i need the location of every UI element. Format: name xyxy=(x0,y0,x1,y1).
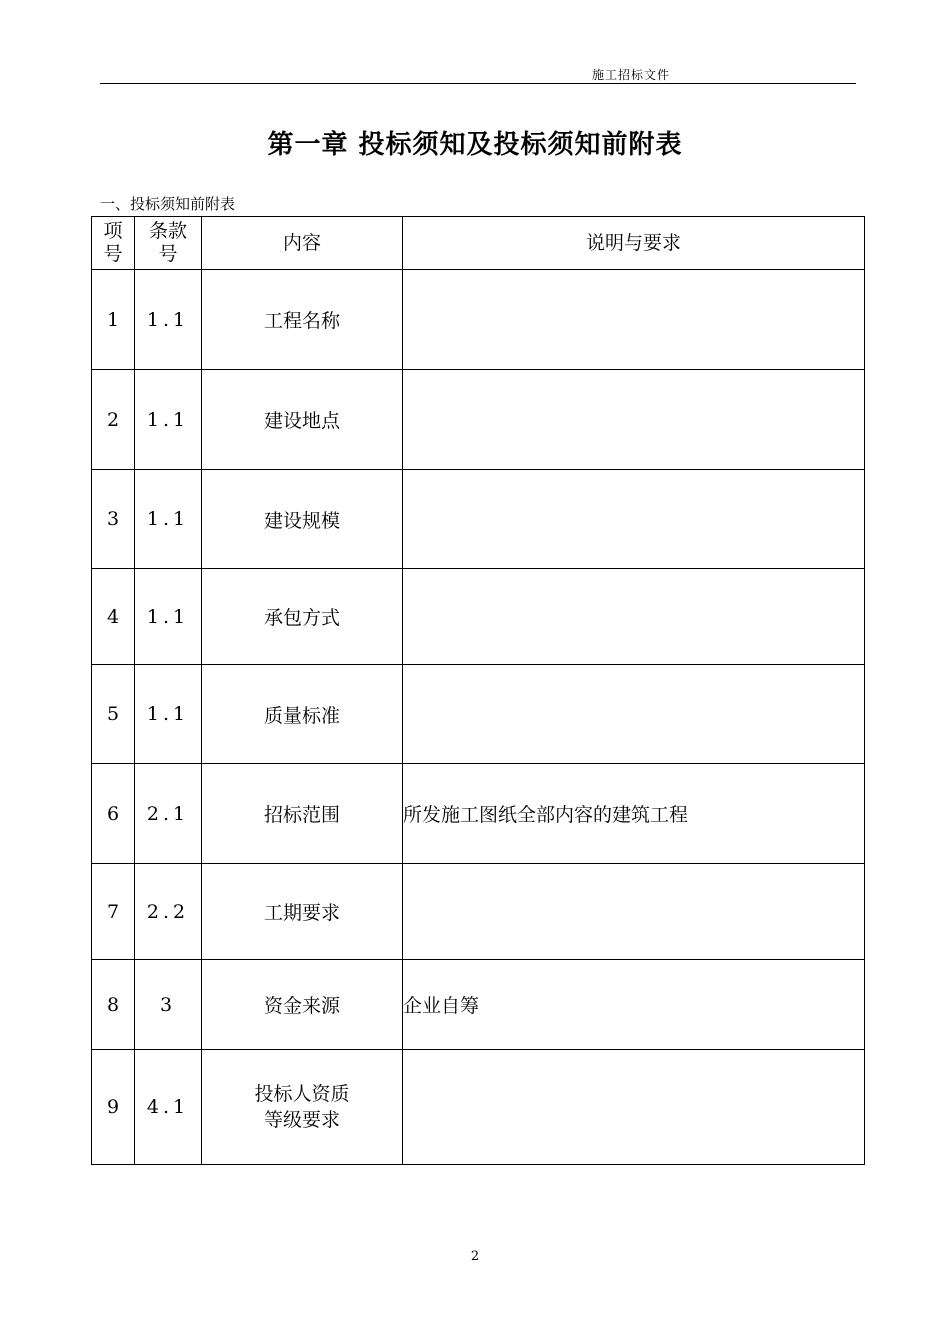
row-index: 8 xyxy=(92,960,135,1050)
row-note: 所发施工图纸全部内容的建筑工程 xyxy=(403,764,865,864)
table-header-row xyxy=(92,217,865,270)
table-row xyxy=(92,370,865,470)
column-header-note: 说明与要求 xyxy=(403,217,865,270)
row-index: 5 xyxy=(92,665,135,764)
row-note: 企业自筹 xyxy=(403,960,865,1050)
section-label: 一、投标须知前附表 xyxy=(100,195,236,213)
row-note xyxy=(403,864,865,960)
row-clause: 1.1 xyxy=(135,470,202,569)
row-clause: 1.1 xyxy=(135,370,202,470)
row-note xyxy=(403,1050,865,1165)
row-clause: 2.2 xyxy=(135,864,202,960)
row-index: 4 xyxy=(92,569,135,665)
table-row xyxy=(92,960,865,1050)
column-header-content: 内容 xyxy=(202,217,403,270)
table-row xyxy=(92,764,865,864)
row-content: 工程名称 xyxy=(202,270,403,370)
row-note xyxy=(403,665,865,764)
bid-appendix-table xyxy=(91,216,865,1165)
running-header: 施工招标文件 xyxy=(592,68,671,82)
table-row xyxy=(92,864,865,960)
table-row xyxy=(92,470,865,569)
row-content: 建设规模 xyxy=(202,470,403,569)
row-content: 质量标准 xyxy=(202,665,403,764)
row-content xyxy=(202,1050,403,1165)
row-index: 7 xyxy=(92,864,135,960)
row-note xyxy=(403,270,865,370)
row-content: 建设地点 xyxy=(202,370,403,470)
column-header-index-label: 项号 xyxy=(103,220,123,265)
row-index: 1 xyxy=(92,270,135,370)
row-content: 招标范围 xyxy=(202,764,403,864)
row-index: 3 xyxy=(92,470,135,569)
row-note xyxy=(403,569,865,665)
row-content: 承包方式 xyxy=(202,569,403,665)
table-row xyxy=(92,270,865,370)
row-clause: 1.1 xyxy=(135,569,202,665)
row-content-label: 投标人资质等级要求 xyxy=(254,1083,350,1131)
row-clause: 2.1 xyxy=(135,764,202,864)
column-header-index xyxy=(92,217,135,270)
table-row xyxy=(92,569,865,665)
row-content: 工期要求 xyxy=(202,864,403,960)
row-clause: 4.1 xyxy=(135,1050,202,1165)
row-index: 6 xyxy=(92,764,135,864)
page-number: 2 xyxy=(470,1249,480,1264)
table-row xyxy=(92,1050,865,1165)
table-row xyxy=(92,665,865,764)
column-header-clause xyxy=(135,217,202,270)
row-clause: 1.1 xyxy=(135,665,202,764)
row-note xyxy=(403,370,865,470)
row-note xyxy=(403,470,865,569)
row-clause: 3 xyxy=(135,960,202,1050)
chapter-title: 第一章 投标须知及投标须知前附表 xyxy=(267,130,683,160)
row-index: 2 xyxy=(92,370,135,470)
row-index: 9 xyxy=(92,1050,135,1165)
row-clause: 1.1 xyxy=(135,270,202,370)
header-rule xyxy=(100,83,856,84)
column-header-clause-label: 条款号 xyxy=(148,220,187,265)
row-content: 资金来源 xyxy=(202,960,403,1050)
